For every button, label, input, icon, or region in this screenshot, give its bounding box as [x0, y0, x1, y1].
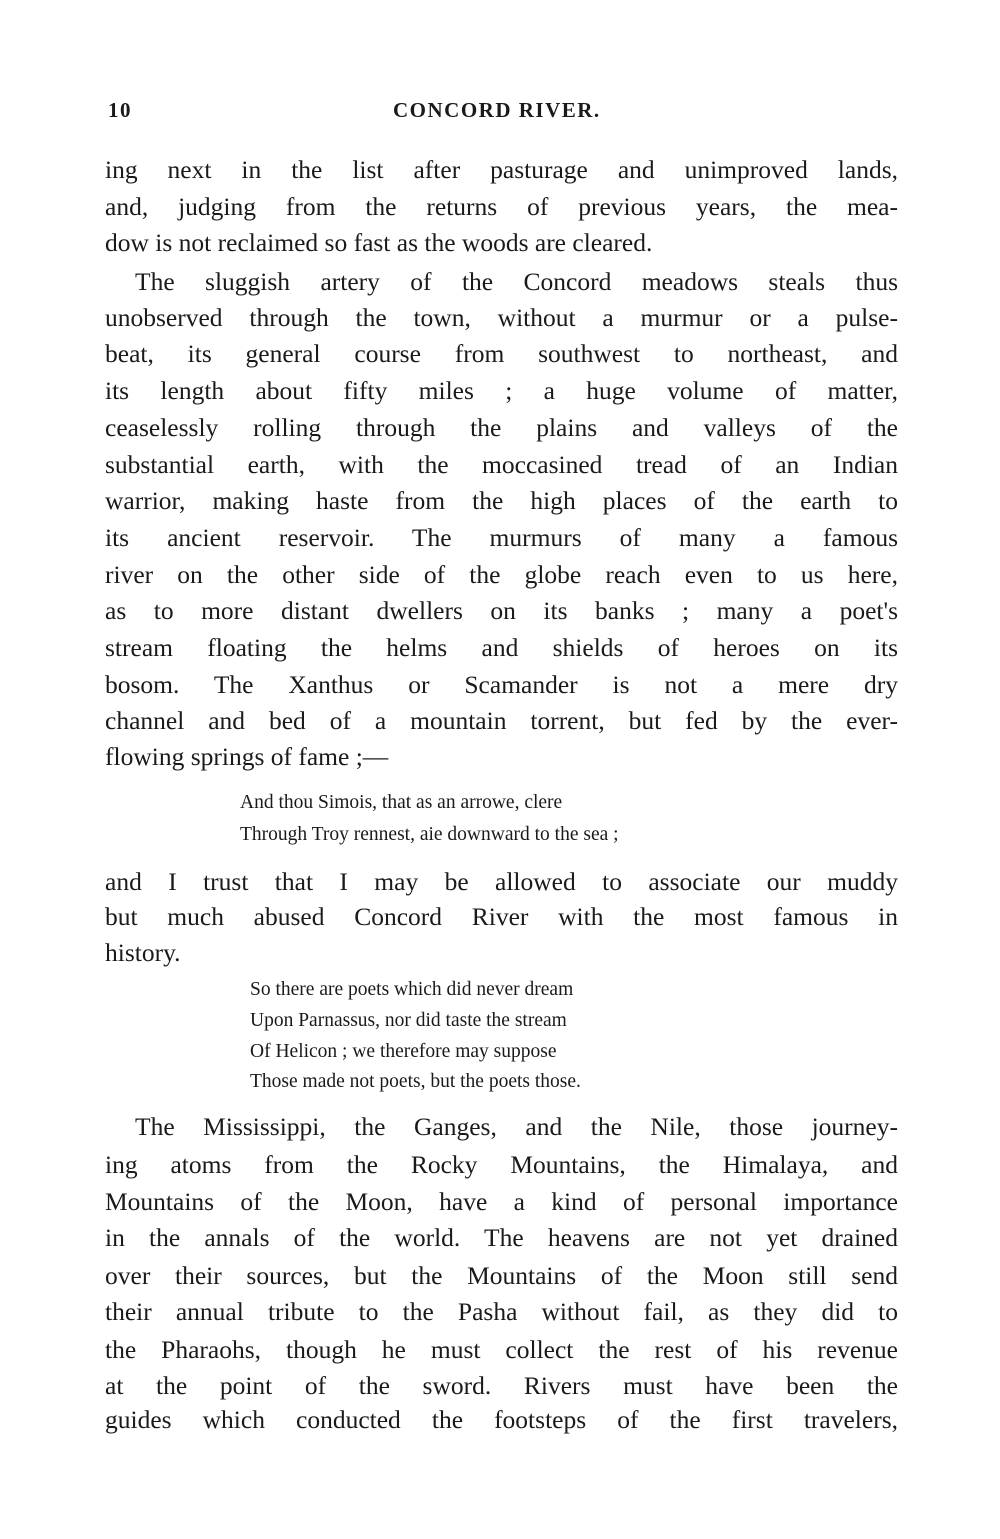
verse-line: And thou Simois, that as an arrowe, clere: [240, 792, 563, 813]
text-line: channel and bed of a mountain torrent, but fed by the ever-: [105, 706, 898, 735]
text-line: stream floating the helms and shields of heroes on its: [105, 633, 898, 662]
verse-line: Of Helicon ; we therefore may suppose: [250, 1041, 557, 1062]
text-line: at the point of the sword. Rivers must have been the: [105, 1371, 898, 1400]
text-line: over their sources, but the Mountains of the Moon still send: [105, 1261, 898, 1290]
text-line: and, judging from the returns of previous years, the mea-: [105, 192, 898, 221]
text-line: substantial earth, with the moccasined tread of an Indian: [105, 450, 898, 479]
text-line: in the annals of the world. The heavens are not yet drained: [105, 1223, 898, 1252]
text-line: dow is not reclaimed so fast as the woods are cleared.: [105, 228, 653, 257]
page-number: 10: [108, 98, 132, 122]
text-line: but much abused Concord River with the most famous in: [105, 902, 898, 931]
verse-line: Through Troy rennest, aie downward to the sea ;: [240, 824, 619, 845]
text-line: and I trust that I may be allowed to associate our muddy: [105, 867, 898, 896]
text-line: Mountains of the Moon, have a kind of personal importance: [105, 1187, 898, 1216]
text-line: the Pharaohs, though he must collect the rest of his revenue: [105, 1335, 898, 1364]
text-line: river on the other side of the globe reach even to us here,: [105, 560, 898, 589]
text-line: warrior, making haste from the high places of the earth to: [105, 486, 898, 515]
text-line: flowing springs of fame ;—: [105, 742, 389, 771]
verse-line: Upon Parnassus, nor did taste the stream: [250, 1010, 567, 1031]
text-line: guides which conducted the footsteps of the first travelers,: [105, 1405, 898, 1434]
text-line: beat, its general course from southwest to northeast, and: [105, 339, 898, 368]
verse-line: Those made not poets, but the poets those.: [250, 1071, 581, 1092]
text-line: as to more distant dwellers on its banks ; many a poet's: [105, 596, 898, 625]
text-line: ceaselessly rolling through the plains and valleys of the: [105, 413, 898, 442]
text-line: The sluggish artery of the Concord meadows steals thus: [135, 267, 898, 296]
verse-line: So there are poets which did never dream: [250, 979, 574, 1000]
text-line: ing atoms from the Rocky Mountains, the Himalaya, and: [105, 1150, 898, 1179]
text-line: unobserved through the town, without a murmur or a pulse-: [105, 303, 898, 332]
text-line: history.: [105, 938, 181, 967]
running-title: CONCORD RIVER.: [393, 98, 601, 122]
text-line: its ancient reservoir. The murmurs of many a famous: [105, 523, 898, 552]
text-line: bosom. The Xanthus or Scamander is not a mere dry: [105, 670, 898, 699]
text-line: ing next in the list after pasturage and unimproved lands,: [105, 155, 898, 184]
text-line: its length about fifty miles ; a huge volume of matter,: [105, 376, 898, 405]
text-line: The Mississippi, the Ganges, and the Nile, those journey-: [135, 1112, 898, 1141]
text-line: their annual tribute to the Pasha without fail, as they did to: [105, 1297, 898, 1326]
